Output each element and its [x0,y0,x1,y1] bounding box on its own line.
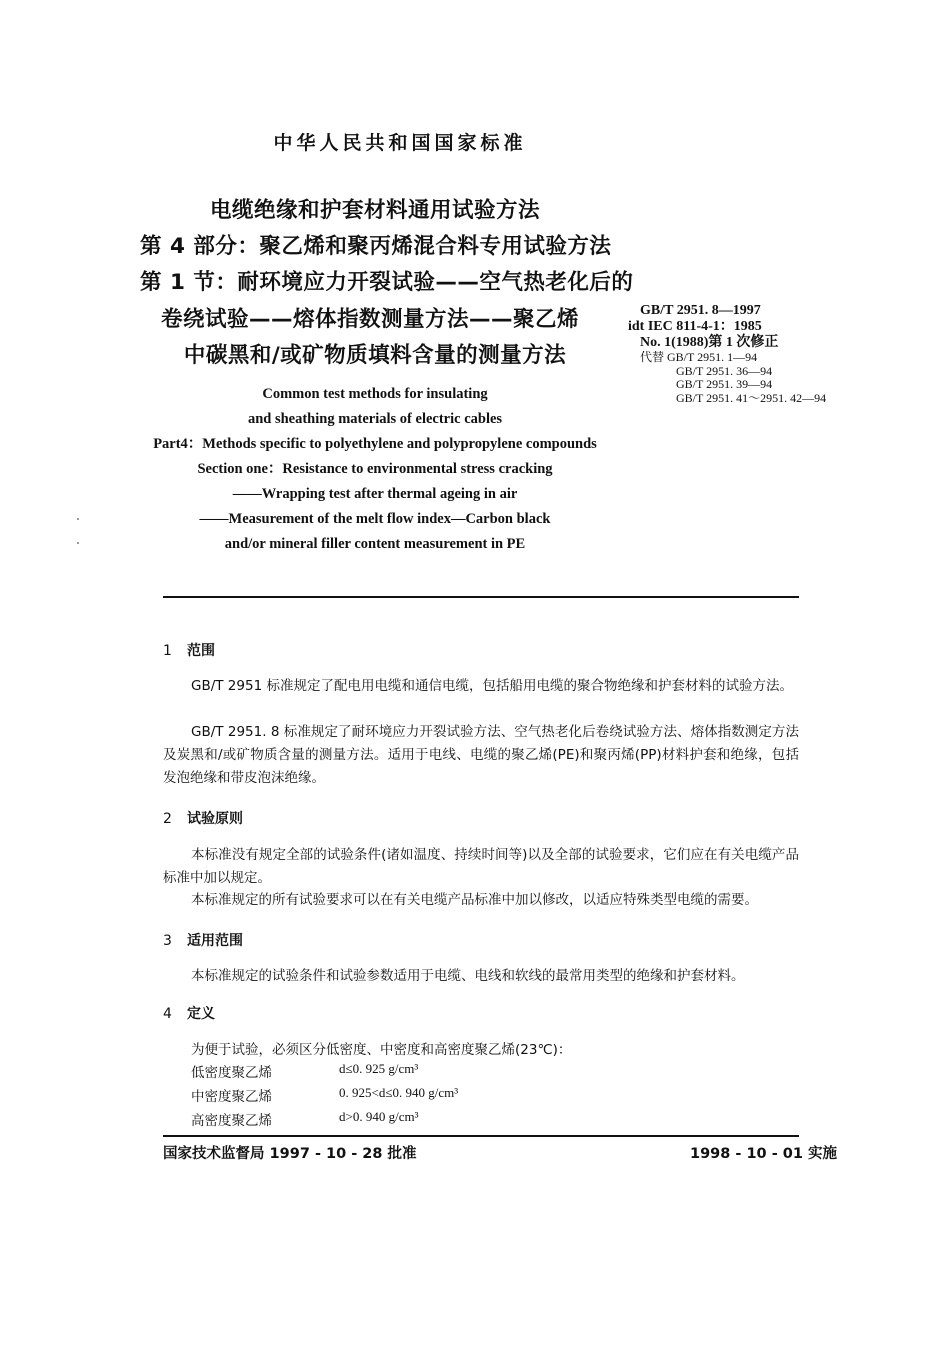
footer-divider [163,1135,799,1137]
title-zh-line-4: 卷绕试验——熔体指数测量方法——聚乙烯 [160,307,579,332]
section-title: 定义 [187,1006,215,1022]
definition-row [191,1085,459,1105]
approval-date: 国家技术监督局 1997 - 10 - 28 批准 [163,1146,417,1162]
title-divider [163,596,799,598]
section-3-heading [163,930,243,950]
replaces-row-1 [640,351,826,365]
replaced-code: GB/T 2951. 36—94 [676,363,773,378]
section-title: 试验原则 [187,811,243,827]
replaced-code: GB/T 2951. 39—94 [676,377,773,391]
section-3-para-1: 本标准规定的试验条件和试验参数适用于电缆、电线和软线的最常用类型的绝缘和护套材料。 [191,968,745,984]
section-title: 范围 [187,643,215,659]
definition-name: 低密度聚乙烯 [191,1065,272,1081]
section-1-heading [163,640,215,660]
amendment-code: No. 1(1988)第 1 次修正 [640,335,779,350]
title-en-line-7: and/or mineral filler content measurement in PE [224,536,526,552]
idt-code: idt IEC 811-4-1：1985 [628,319,762,334]
title-zh-line-3: 第 1 节：耐环境应力开裂试验——空气热老化后的 [140,270,634,295]
definition-row [191,1061,419,1081]
replaced-code: GB/T 2951. 41～2951. 42—94 [676,390,827,405]
scan-speck [77,518,79,520]
definition-value: d≤0. 925 g/cm³ [339,1061,419,1076]
standard-codes-block [628,303,826,405]
section-1-para-1: GB/T 2951 标准规定了配电用电缆和通信电缆，包括船用电缆的聚合物绝缘和护套材料的试验方法。 [191,678,793,694]
title-zh-line-5: 中碳黑和/或矿物质填料含量的测量方法 [183,343,567,368]
section-4-heading [163,1003,215,1023]
definition-value: 0. 925<d≤0. 940 g/cm³ [339,1085,459,1100]
standard-header: 中华人民共和国国家标准 [273,132,527,154]
title-en-line-6: ——Measurement of the melt flow index—Carbon black [199,511,551,527]
section-title: 适用范围 [187,933,243,949]
definition-row [191,1109,419,1129]
title-en-line-1: Common test methods for insulating [262,386,488,402]
definition-name: 中密度聚乙烯 [191,1089,272,1105]
section-number: 4 [163,1006,172,1022]
section-number: 1 [163,643,172,659]
section-1-para-2: GB/T 2951. 8 标准规定了耐环境应力开裂试验方法、空气热老化后卷绕试验方法、熔体指数测定方法及炭黑和/或矿物质含量的测量方法。适用于电线、电缆的聚乙烯(PE)和聚丙烯(PP)材料护套和绝缘，包括发泡绝缘和带皮泡沫绝缘。 [163,724,799,786]
section-number: 3 [163,933,172,949]
title-en-line-4: Section one：Resistance to environmental stress cracking [197,461,553,477]
definition-intro: 为便于试验，必须区分低密度、中密度和高密度聚乙烯(23℃)： [191,1042,572,1058]
title-en-line-2: and sheathing materials of electric cables [247,411,503,427]
effective-date: 1998 - 10 - 01 实施 [690,1146,837,1162]
title-zh-line-1: 电缆绝缘和护套材料通用试验方法 [209,198,540,223]
section-2-para-2: 本标准规定的所有试验要求可以在有关电缆产品标准中加以修改，以适应特殊类型电缆的需要。 [191,892,758,908]
definition-name: 高密度聚乙烯 [191,1113,272,1129]
definition-value: d>0. 940 g/cm³ [339,1109,419,1124]
gb-code: GB/T 2951. 8—1997 [640,303,761,318]
section-number: 2 [163,811,172,827]
section-2-para-1: 本标准没有规定全部的试验条件(诸如温度、持续时间等)以及全部的试验要求，它们应在有关电缆产品标准中加以规定。 [163,847,799,886]
title-zh-line-2: 第 4 部分：聚乙烯和聚丙烯混合料专用试验方法 [140,234,612,259]
title-en-line-5: ——Wrapping test after thermal ageing in air [232,486,518,502]
replaces-label: 代替 [640,350,665,364]
replaced-code: GB/T 2951. 1—94 [667,350,758,364]
replaces-block [628,351,826,405]
title-en [130,384,620,559]
scan-speck [77,542,79,544]
section-2-heading [163,808,243,828]
title-en-line-3: Part4：Methods specific to polyethylene and polypropylene compounds [153,436,597,452]
